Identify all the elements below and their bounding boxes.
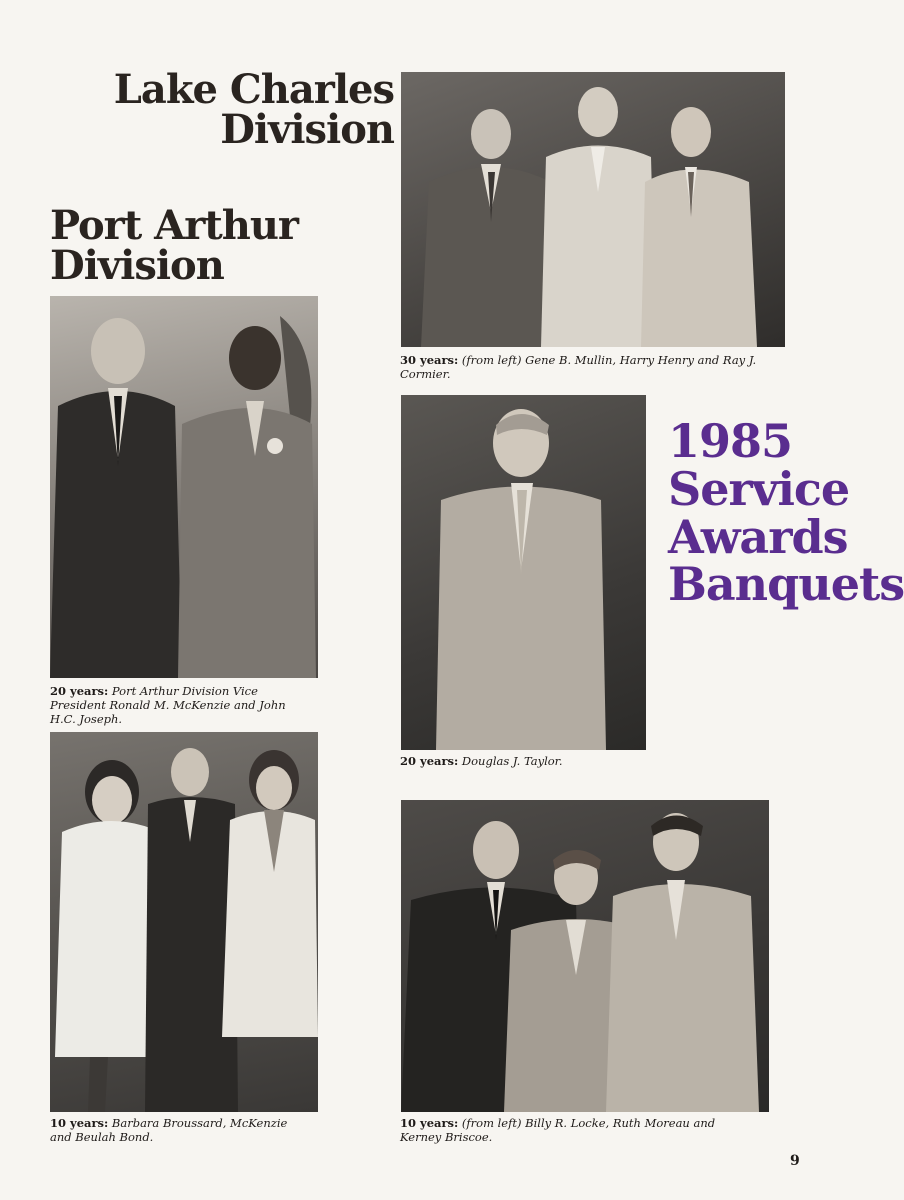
port-arthur-division-heading	[50, 202, 298, 289]
caption-lake-charles-10-years	[400, 1116, 760, 1144]
photo-lake-charles-10-years	[401, 800, 769, 1112]
caption-lake-charles-30-years	[400, 353, 780, 381]
caption-douglas-taylor-20-years	[400, 754, 645, 768]
group-photo-illustration	[401, 800, 769, 1112]
caption-years: 20 years:	[400, 754, 459, 768]
caption-names: Barbara Broussard, McKenzie and Beulah Bond.	[50, 1116, 288, 1144]
photo-port-arthur-20-years	[50, 296, 318, 678]
caption-port-arthur-10-years	[50, 1116, 312, 1144]
photo-port-arthur-10-years	[50, 732, 318, 1112]
title-line: 1985	[668, 414, 793, 468]
caption-names: (from left) Gene B. Mullin, Harry Henry and Ray J. Cormier.	[400, 353, 757, 381]
portrait-illustration	[401, 395, 646, 750]
title-line: Banquets	[668, 557, 904, 612]
photo-douglas-taylor-20-years	[401, 395, 646, 750]
heading-line: Division	[220, 106, 394, 153]
caption-port-arthur-20-years	[50, 684, 315, 726]
heading-line: Lake Charles	[113, 66, 394, 113]
caption-names: Port Arthur Division Vice President Ronald M. McKenzie and John H.C. Joseph.	[50, 684, 286, 726]
group-photo-illustration	[401, 72, 785, 347]
photo-lake-charles-30-years	[401, 72, 785, 347]
caption-years: 30 years:	[400, 353, 459, 367]
caption-years: 20 years:	[50, 684, 109, 698]
caption-years: 10 years:	[400, 1116, 459, 1130]
caption-years: 10 years:	[50, 1116, 109, 1130]
group-photo-illustration	[50, 296, 318, 678]
lake-charles-division-heading	[64, 66, 394, 153]
title-line: Awards	[668, 509, 848, 564]
heading-line: Port Arthur	[50, 202, 298, 249]
group-photo-illustration	[50, 732, 318, 1112]
service-awards-banquets-title	[668, 414, 904, 612]
page-number: 9	[790, 1153, 800, 1169]
heading-line: Division	[50, 242, 224, 289]
caption-names: Douglas J. Taylor.	[461, 754, 563, 768]
caption-names: (from left) Billy R. Locke, Ruth Moreau and Kerney Briscoe.	[400, 1116, 716, 1144]
title-line: Service	[668, 461, 850, 516]
